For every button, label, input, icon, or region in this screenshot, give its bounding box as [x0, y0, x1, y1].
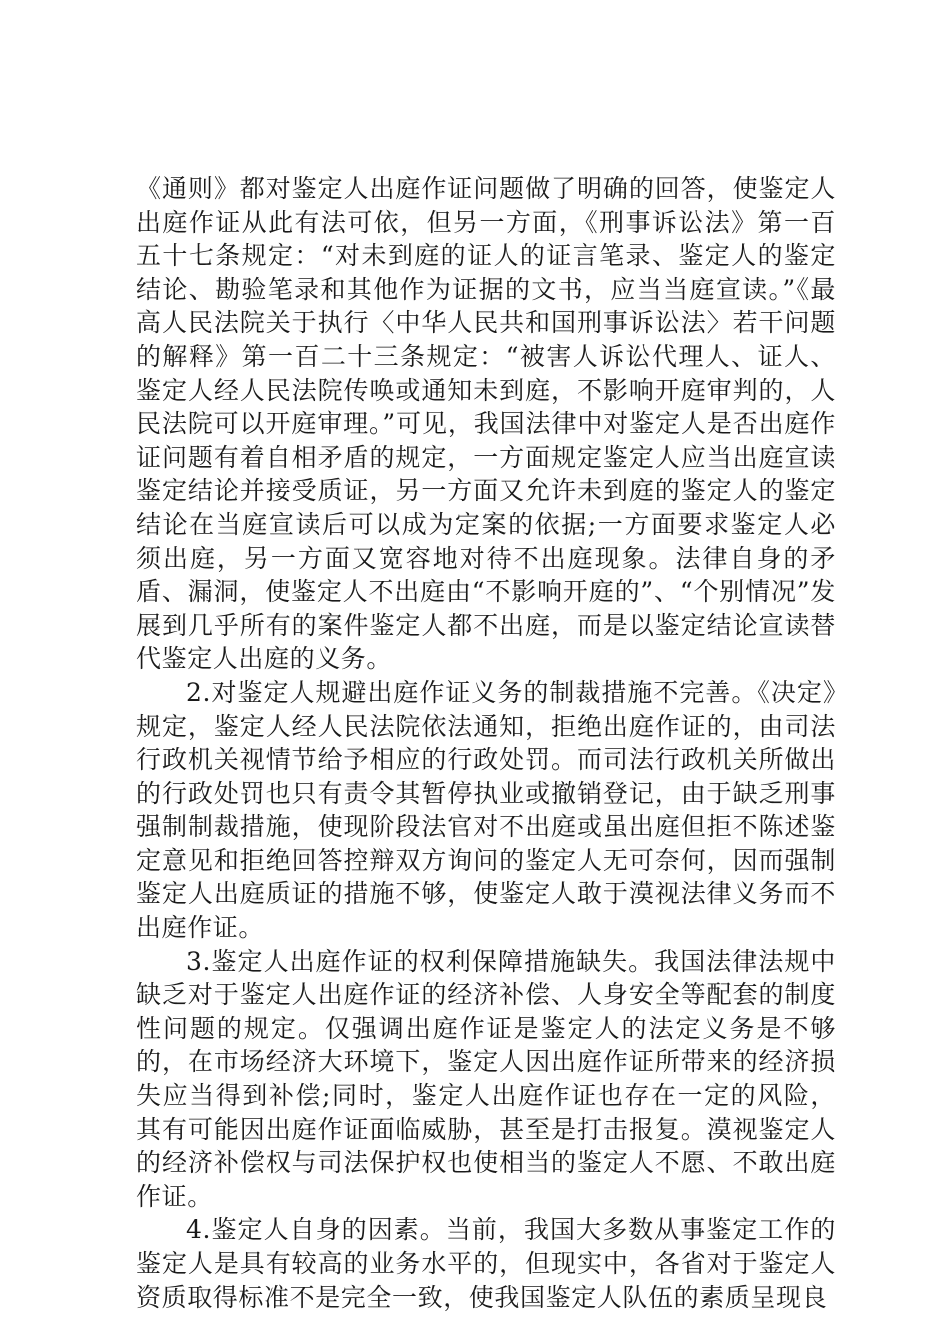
paragraph-4: 4.鉴定人自身的因素。当前，我国大多数从事鉴定工作的鉴定人是具有较高的业务水平的，但现实中，各省对于鉴定人资质取得标准不是完全一致，使我国鉴定人队伍的素质呈现良: [136, 1215, 836, 1312]
paragraph-2: 2.对鉴定人规避出庭作证义务的制裁措施不完善。《决定》规定，鉴定人经人民法院依法通知，拒绝出庭作证的，由司法行政机关视情节给予相应的行政处罚。而司法行政机关所做出的行政处罚也只有责令其暂停执业或撤销登记，由于缺乏刑事强制制裁措施，使现阶段法官对不出庭或虽出庭但拒不陈述鉴定意见和拒绝回答控辩双方询问的鉴定人无可奈何，因而强制鉴定人出庭质证的措施不够，使鉴定人敢于漠视法律义务而不出庭作证。: [136, 677, 836, 943]
paragraph-1: 《通则》都对鉴定人出庭作证问题做了明确的回答，使鉴定人出庭作证从此有法可依，但另一方面，《刑事诉讼法》第一百五十七条规定：“对未到庭的证人的证言笔录、鉴定人的鉴定结论、勘验笔录和其他作为证据的文书，应当当庭宣读。”《最高人民法院关于执行〈中华人民共和国刑事诉讼法〉若干问题的解释》第一百二十三条规定：“被害人诉讼代理人、证人、鉴定人经人民法院传唤或通知未到庭，不影响开庭审判的，人民法院可以开庭审理。”可见，我国法律中对鉴定人是否出庭作证问题有着自相矛盾的规定，一方面规定鉴定人应当出庭宣读鉴定结论并接受质证，另一方面又允许未到庭的鉴定人的鉴定结论在当庭宣读后可以成为定案的依据;一方面要求鉴定人必须出庭，另一方面又宽容地对待不出庭现象。法律自身的矛盾、漏洞，使鉴定人不出庭由“不影响开庭的”、“个别情况”发展到几乎所有的案件鉴定人都不出庭，而是以鉴定结论宣读替代鉴定人出庭的义务。: [136, 174, 836, 674]
paragraph-3: 3.鉴定人出庭作证的权利保障措施缺失。我国法律法规中缺乏对于鉴定人出庭作证的经济补偿、人身安全等配套的制度性问题的规定。仅强调出庭作证是鉴定人的法定义务是不够的，在市场经济大环境下，鉴定人因出庭作证所带来的经济损失应当得到补偿;同时，鉴定人出庭作证也存在一定的风险，其有可能因出庭作证面临威胁，甚至是打击报复。漠视鉴定人的经济补偿权与司法保护权也使相当的鉴定人不愿、不敢出庭作证。: [136, 946, 836, 1211]
document-body: [136, 172, 836, 1314]
